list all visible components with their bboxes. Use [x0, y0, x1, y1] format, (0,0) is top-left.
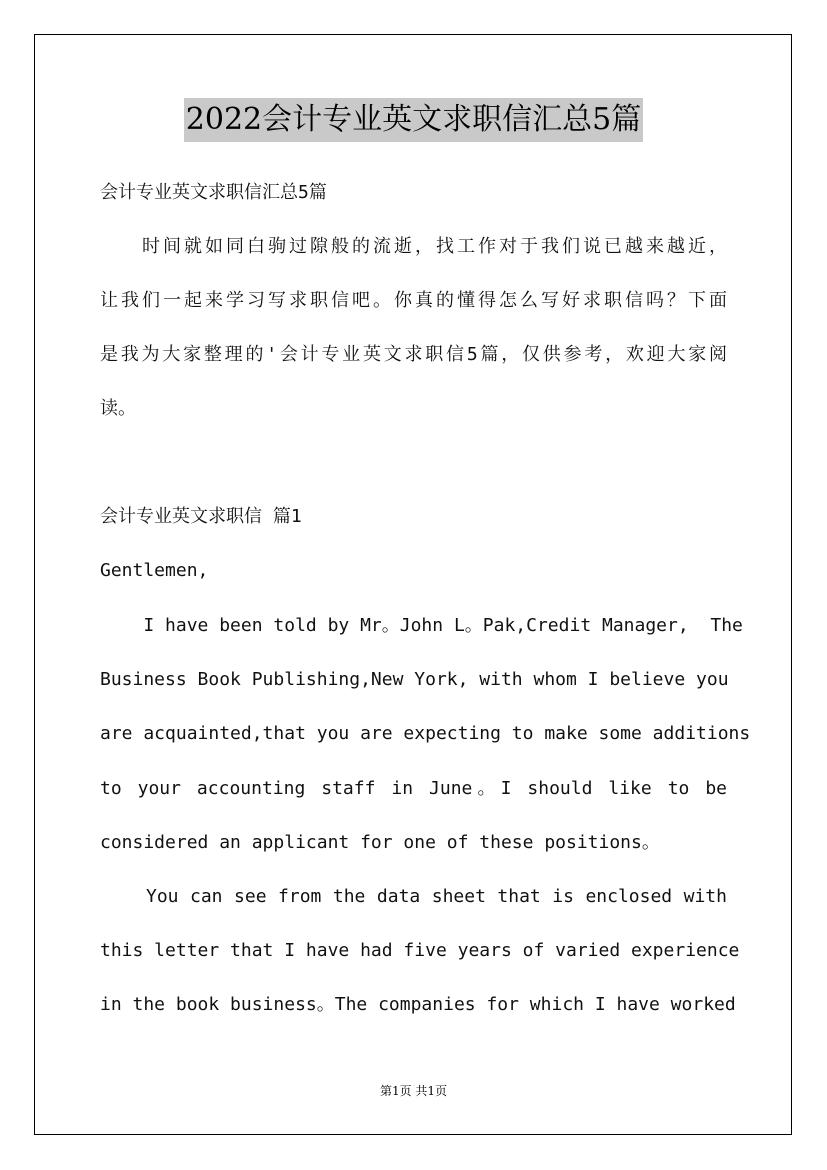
- salutation: Gentlemen,: [100, 560, 209, 581]
- letter-line: are acquainted,that you are expecting to make some additions: [100, 723, 751, 744]
- document-title: 2022会计专业英文求职信汇总5篇: [184, 98, 643, 142]
- letter-line: this letter that I have had five years of varied experience: [100, 940, 740, 961]
- section-heading: 会计专业英文求职信 篇1: [100, 506, 302, 527]
- intro-line: 读。: [100, 398, 136, 419]
- intro-line: 让我们一起来学习写求职信吧。你真的懂得怎么写好求职信吗？下面: [100, 290, 727, 311]
- page-footer: 第1页 共1页: [379, 1084, 448, 1098]
- intro-line: 是我为大家整理的'会计专业英文求职信5篇，仅供参考，欢迎大家阅: [100, 344, 727, 365]
- letter-line: You can see from the data sheet that is enclosed with: [100, 886, 727, 907]
- letter-line: considered an applicant for one of these positions。: [100, 832, 660, 853]
- letter-line: to your accounting staff in June。I should like to be: [100, 778, 727, 799]
- subtitle: 会计专业英文求职信汇总5篇: [100, 182, 327, 203]
- title-container: [0, 98, 827, 142]
- intro-line: 时间就如同白驹过隙般的流逝，找工作对于我们说已越来越近，: [100, 236, 727, 257]
- letter-line: in the book business。The companies for which I have worked: [100, 994, 736, 1015]
- letter-line: I have been told by Mr。John L。Pak,Credit Manager, The: [100, 615, 743, 636]
- letter-line: Business Book Publishing,New York, with whom I believe you: [100, 669, 729, 690]
